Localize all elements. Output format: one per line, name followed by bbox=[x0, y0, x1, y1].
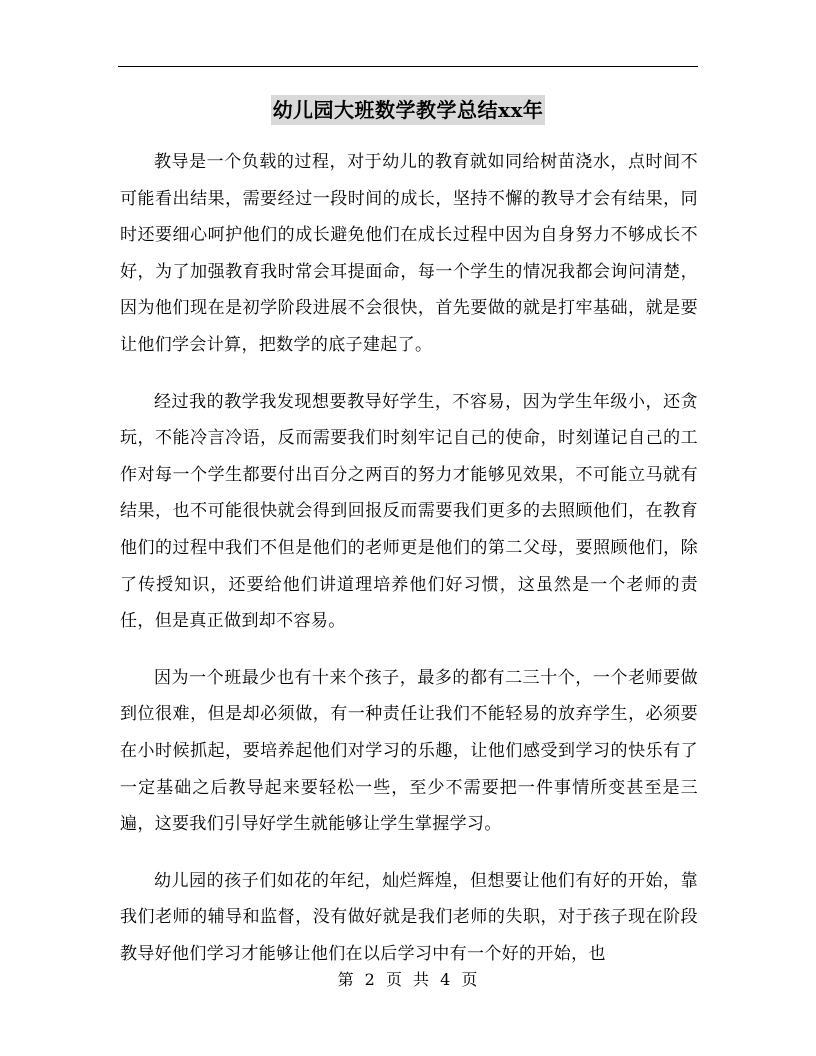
document-body bbox=[120, 144, 698, 992]
title-container bbox=[0, 95, 816, 125]
page-number-footer: 第 2 页 共 4 页 bbox=[337, 970, 479, 989]
paragraph-3: 因为一个班最少也有十来个孩子，最多的都有二三十个，一个老师要做到位很难，但是却必须做，有一种责任让我们不能轻易的放弃学生，必须要在小时候抓起，要培养起他们对学习的乐趣，让他们感受到学习的快乐有了一定基础之后教导起来要轻松一些，至少不需要把一件事情所变甚至是三遍，这要我们引导好学生就能够让学生掌握学习。 bbox=[120, 667, 698, 835]
paragraph-2: 经过我的教学我发现想要教导好学生，不容易，因为学生年级小，还贪玩，不能冷言冷语，反而需要我们时刻牢记自己的使命，时刻谨记自己的工作对每一个学生都要付出百分之两百的努力才能够见效果，不可能立马就有结果，也不可能很快就会得到回报反而需要我们更多的去照顾他们，在教育他们的过程中我们不但是他们的老师更是他们的第二父母，要照顾他们，除了传授知识，还要给他们讲道理培养他们好习惯，这虽然是一个老师的责任，但是真正做到却不容易。 bbox=[120, 391, 698, 632]
document-title: 幼儿园大班数学教学总结xx年 bbox=[271, 95, 546, 125]
paragraph-1: 教导是一个负载的过程，对于幼儿的教育就如同给树苗浇水，点时间不可能看出结果，需要经过一段时间的成长，坚持不懈的教导才会有结果，同时还要细心呵护他们的成长避免他们在成长过程中因为自身努力不够成长不好，为了加强教育我时常会耳提面命，每一个学生的情况我都会询问清楚，因为他们现在是初学阶段进展不会很快，首先要做的就是打牢基础，就是要让他们学会计算，把数学的底子建起了。 bbox=[120, 152, 698, 355]
paragraph-4: 幼儿园的孩子们如花的年纪，灿烂辉煌，但想要让他们有好的开始，靠我们老师的辅导和监督，没有做好就是我们老师的失职，对于孩子现在阶段教导好他们学习才能够让他们在以后学习中有一个好的开始，也 bbox=[120, 870, 698, 964]
header-rule bbox=[118, 66, 698, 67]
